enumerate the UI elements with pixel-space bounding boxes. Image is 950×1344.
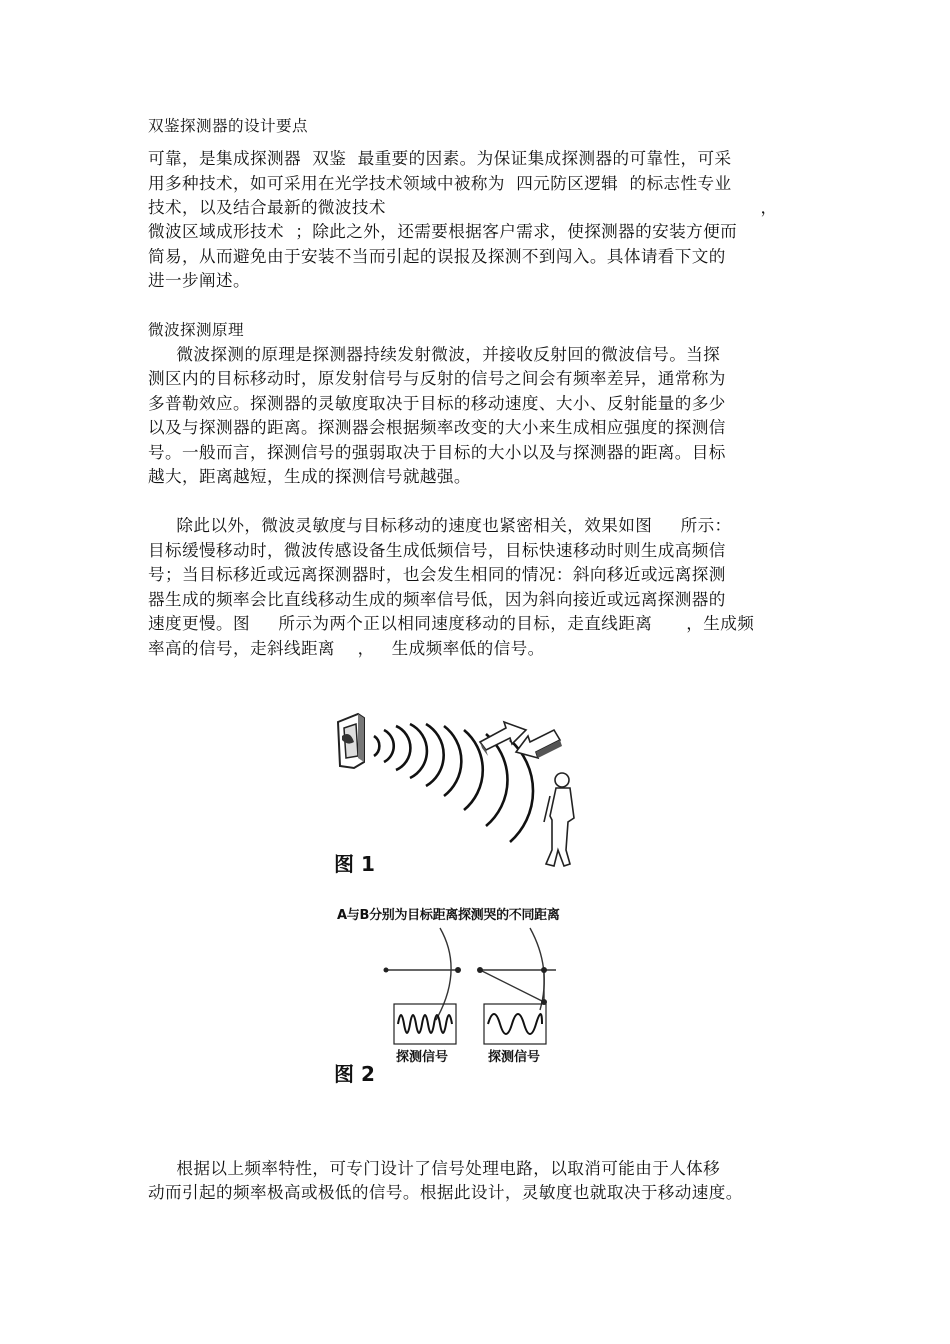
- paragraph-line: 号；当目标移近或远离探测器时，也会发生相同的情况：斜向移近或远离探测: [148, 565, 726, 584]
- microwave-waves: [374, 724, 533, 842]
- paragraph-line: 率高的信号，走斜线距离 ， 生成频率低的信号。: [148, 639, 545, 658]
- paragraph-line: 号。一般而言，探测信号的强弱取决于目标的大小以及与探测器的距离。目标: [148, 443, 726, 462]
- low-frequency-wave: [488, 1014, 542, 1034]
- section-title: 微波探测原理: [148, 321, 244, 339]
- signal-label-left: 探测信号: [396, 1050, 449, 1065]
- paragraph-line: 测区内的目标移动时，原发射信号与反射的信号之间会有频率差异，通常称为: [148, 369, 726, 388]
- figure-2: [380, 920, 580, 1060]
- intro-line: 用多种技术，如可采用在光学技术领域中被称为 四元防区逻辑 的标志性专业: [148, 174, 732, 193]
- intro-line: 技术，以及结合最新的微波技术 ，: [148, 198, 778, 217]
- high-frequency-wave: [398, 1015, 452, 1033]
- paragraph-line: 速度更慢。图 所示为两个正以相同速度移动的目标，走直线距离 ，生成频: [148, 614, 755, 633]
- paragraph-line: 以及与探测器的距离。探测器会根据频率改变的大小来生成相应强度的探测信: [148, 418, 726, 437]
- figure-1-label: 图 1: [334, 852, 375, 876]
- movement-arrows-icon: [480, 722, 562, 758]
- figure-2-diagram: [380, 920, 580, 1060]
- paragraph-line: 微波探测的原理是探测器持续发射微波，并接收反射回的微波信号。当探: [148, 345, 721, 364]
- walking-person-icon: [544, 773, 574, 866]
- document-title: 双鉴探测器的设计要点: [148, 117, 308, 135]
- oblique-path-line: [480, 970, 544, 1002]
- paragraph-line: 根据以上频率特性，可专门设计了信号处理电路，以取消可能由于人体移: [148, 1159, 721, 1178]
- intro-line: 微波区域成形技术 ；除此之外，还需要根据客户需求，使探测器的安装方便而: [148, 222, 738, 241]
- figure-2-caption: A与B分别为目标距离探测哭的不同距离: [337, 908, 560, 923]
- paragraph-line: 除此以外，微波灵敏度与目标移动的速度也紧密相关，效果如图 所示：: [148, 516, 732, 535]
- signal-label-right: 探测信号: [488, 1050, 541, 1065]
- paragraph-line: 动而引起的频率极高或极低的信号。根据此设计，灵敏度也就取决于移动速度。: [148, 1183, 743, 1202]
- paragraph-line: 多普勒效应。探测器的灵敏度取决于目标的移动速度、大小、反射能量的多少: [148, 394, 726, 413]
- paragraph-line: 目标缓慢移动时，微波传感设备生成低频信号，目标快速移动时则生成高频信: [148, 541, 726, 560]
- intro-line: 简易，从而避免由于安装不当而引起的误报及探测不到闯入。具体请看下文的: [148, 247, 726, 266]
- figure-2-label: 图 2: [334, 1062, 375, 1086]
- range-arc-left: [436, 928, 451, 1020]
- paragraph-line: 越大，距离越短，生成的探测信号就越强。: [148, 467, 471, 486]
- paragraph-line: 器生成的频率会比直线移动生成的频率信号低，因为斜向接近或远离探测器的: [148, 590, 726, 609]
- intro-line: 进一步阐述。: [148, 271, 250, 290]
- detector-icon: [338, 714, 364, 768]
- intro-line: 可靠，是集成探测器 双鉴 最重要的因素。为保证集成探测器的可靠性，可采: [148, 149, 732, 168]
